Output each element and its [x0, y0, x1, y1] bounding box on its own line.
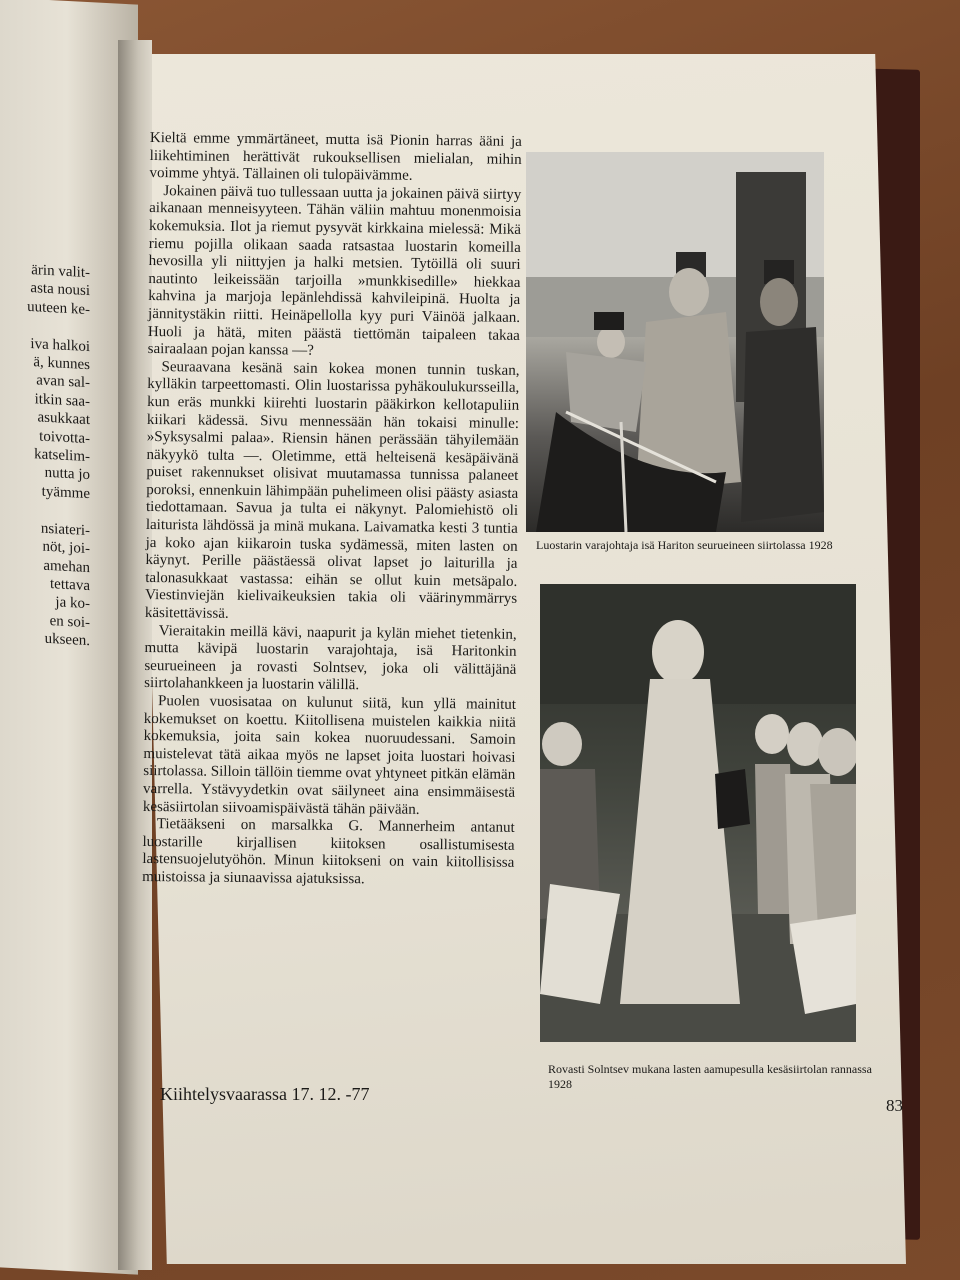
paragraph: Kieltä emme ymmärtäneet, mutta isä Pionin harras ääni ja liikehtiminen herättivät rukouksellisen mielialan, mihin voimme yhtyä. Tällainen oli tulopäivämme.: [149, 130, 522, 184]
left-page-line: nsiateri-: [40, 520, 90, 539]
left-page-line: tyämme: [41, 483, 90, 503]
left-page-line: asukkaat: [37, 409, 90, 429]
left-page-line: itkin saa-: [34, 391, 90, 410]
left-page-line: ä, kunnes: [33, 354, 90, 374]
left-page-line: iva halkoi: [30, 335, 90, 355]
photo-monks-boat-image: [526, 152, 824, 532]
left-page-line: amehan: [43, 557, 90, 576]
left-page-line: nutta jo: [44, 465, 90, 484]
left-page-text: [0, 257, 90, 650]
left-page-line: katselim-: [34, 446, 90, 466]
photo-caption: Rovasti Solntsev mukana lasten aamupesulla kesäsiirtolan rannassa 1928: [548, 1062, 872, 1091]
left-page-line: ärin valit-: [31, 262, 90, 282]
left-page-line: asta nousi: [30, 280, 90, 300]
photo-caption: Luostarin varajohtaja isä Hariton seurueineen siirtolassa 1928: [536, 538, 833, 552]
photo-priest-children: [540, 584, 856, 1042]
left-page-line: ukseen.: [44, 630, 90, 650]
paragraph: Seuraavana kesänä sain kokea monen tunnin tuskan, kylläkin tarpeettomasti. Olin luostarissa pyhäkoulukursseilla, kun eräs munkki kiirehti luostarin pääkirkon kellotapuliin kiikari kädessä. Sivu mennessään hän tokaisi minulle: »Syksysalmi palaa». Riensin hänen perässään tähyilemään näkyykö tulta —. Oletimme, että helteisenä kesäpäivänä puiset rakennukset olisivat muutamassa tunnissa palaneet poroksi, ennenkuin lähimpään puhelimeen olisi päästy asiasta tiedottamaan. Savua ja tulta ei näkynyt. Palomiehistö oli laiturista lähdössä ja minä mukana. Laivamatka kesti 3 tuntia ja koko ajan kiikaroin tuska sydämessä, miten lasten on käynyt. Perille päästäessä olivat lapset jo laiturilla ja talonasukkaat vastassa: eihän se ollut kuin metsäpalo. Viestinviejän kielivaikeuksien takia oli väärinymmärrys käsitettävissä.: [144, 358, 520, 622]
left-page-line: avan sal-: [36, 372, 90, 392]
paragraph: Puolen vuosisataa on kulunut siitä, kun yllä mainitut kokemukset on koettu. Kiitollisena muistelen kaikkia niitä kokemuksia, joita sain kokea nuoruudessani. Samoin muistelevat tätä aikaa myös ne lapset joita luostari hoivasi siirtolassa. Silloin tällöin tiemme ovat yhtyneet pitkän elämän varrella. Ystävyydetkin ovat säilyneet aina ensimmäisestä kesäsiirtolan siivoamispäivästä tähän päivään.: [142, 693, 517, 818]
left-page-line: toivotta-: [39, 428, 90, 447]
left-page-line: en soi-: [49, 612, 90, 631]
article-body: [142, 130, 522, 890]
left-page-line: nöt, joi-: [42, 538, 90, 558]
page-number: 83: [886, 1096, 903, 1115]
photo-priest-children-image: [540, 584, 856, 1042]
left-page-line: tettava: [50, 575, 90, 595]
paragraph: Jokainen päivä tuo tullessaan uutta ja jokainen päivä siirtyy aikanaan menneisyyteen. Tähän väliin mahtuu monenmoisia kokemuksia. Ilot ja riemut pysyvät kirkkaina mielessä: Mikä riemu pojilla olikaan saada ratsastaa luostarin komeilla hevosilla yli niittyjen ja halki metsien. Tytöillä oli suuri nautinto leikeissään tarjoilla »munkkisedille» hiekkaa kahvina ja marjoja lepänlehdissä kahvileipinä. Huolta ja jännitystäkin riitti. Heinäpellolla kyy puri Väinöä jalkaan. Huoli ja hätä, miten päästä tiettömän taipaleen takaa sairaalaan pojan kanssa —?: [147, 182, 522, 359]
left-page-line: ja ko-: [55, 594, 90, 613]
photo-monks-boat: [526, 152, 824, 532]
paragraph: Tietääkseni on marsalkka G. Mannerheim antanut luostarille kirjallisen kiitoksen osallistumisesta lastensuojelutyöhön. Minun kiitokseni on vain kiitollisissa muistoissa ja siunaavissa ajatuksissa.: [142, 816, 515, 888]
paragraph: Vieraitakin meillä kävi, naapurit ja kylän miehet tietenkin, mutta kävipä luostarin varajohtaja, isä Haritonkin seurueineen ja rovasti Solntsev, joka oli välittäjänä siirtolahankkeen ja luostarin välillä.: [144, 622, 517, 694]
left-page-line: uuteen ke-: [27, 298, 90, 318]
dateline: Kiihtelysvaarassa 17. 12. -77: [160, 1084, 370, 1104]
